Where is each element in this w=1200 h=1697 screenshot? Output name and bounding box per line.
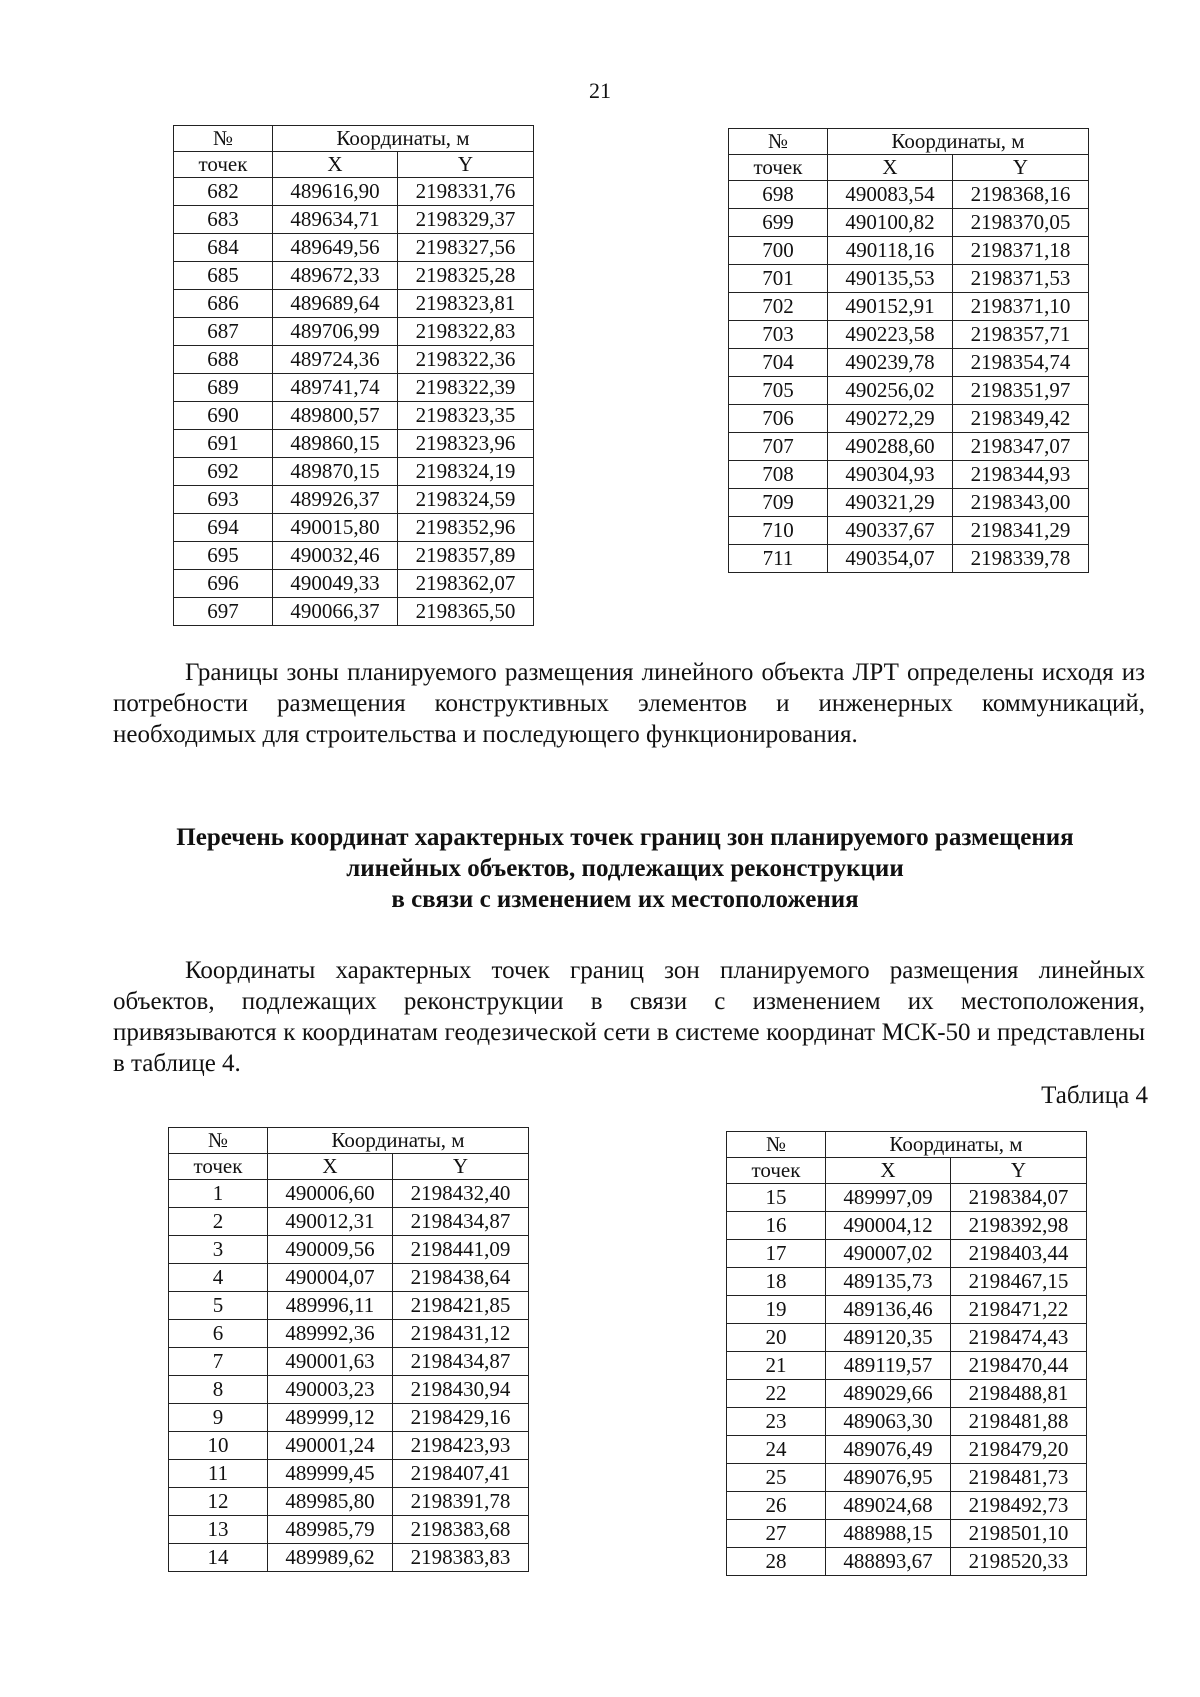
table-row — [169, 1292, 529, 1320]
point-number-cell: 13 — [169, 1516, 268, 1544]
point-number-cell: 704 — [729, 349, 828, 377]
point-number-cell: 691 — [174, 430, 273, 458]
x-coordinate-cell: 489649,56 — [273, 234, 398, 262]
header-y-label: Y — [953, 155, 1089, 181]
point-number-cell: 686 — [174, 290, 273, 318]
y-coordinate-cell: 2198371,53 — [953, 265, 1089, 293]
coordinates-table-bottom-left — [168, 1127, 529, 1572]
table-row — [169, 1180, 529, 1208]
table-row — [727, 1436, 1087, 1464]
table-row — [727, 1464, 1087, 1492]
y-coordinate-cell: 2198441,09 — [393, 1236, 529, 1264]
point-number-cell: 4 — [169, 1264, 268, 1292]
y-coordinate-cell: 2198347,07 — [953, 433, 1089, 461]
point-number-cell: 685 — [174, 262, 273, 290]
table-row — [729, 461, 1089, 489]
point-number-cell: 700 — [729, 237, 828, 265]
table-row — [727, 1380, 1087, 1408]
x-coordinate-cell: 490354,07 — [828, 545, 953, 573]
y-coordinate-cell: 2198471,22 — [951, 1296, 1087, 1324]
point-number-cell: 692 — [174, 458, 273, 486]
y-coordinate-cell: 2198343,00 — [953, 489, 1089, 517]
point-number-cell: 15 — [727, 1184, 826, 1212]
x-coordinate-cell: 490006,60 — [268, 1180, 393, 1208]
y-coordinate-cell: 2198339,78 — [953, 545, 1089, 573]
header-coords-label: Координаты, м — [273, 126, 534, 152]
point-number-cell: 22 — [727, 1380, 826, 1408]
y-coordinate-cell: 2198392,98 — [951, 1212, 1087, 1240]
header-points-label: точек — [174, 152, 273, 178]
x-coordinate-cell: 489120,35 — [826, 1324, 951, 1352]
table-row — [727, 1268, 1087, 1296]
x-coordinate-cell: 490007,02 — [826, 1240, 951, 1268]
point-number-cell: 25 — [727, 1464, 826, 1492]
x-coordinate-cell: 489985,79 — [268, 1516, 393, 1544]
point-number-cell: 9 — [169, 1404, 268, 1432]
table-row — [169, 1348, 529, 1376]
y-coordinate-cell: 2198470,44 — [951, 1352, 1087, 1380]
x-coordinate-cell: 489672,33 — [273, 262, 398, 290]
y-coordinate-cell: 2198479,20 — [951, 1436, 1087, 1464]
point-number-cell: 28 — [727, 1548, 826, 1576]
y-coordinate-cell: 2198329,37 — [398, 206, 534, 234]
y-coordinate-cell: 2198371,10 — [953, 293, 1089, 321]
x-coordinate-cell: 490012,31 — [268, 1208, 393, 1236]
point-number-cell: 698 — [729, 181, 828, 209]
x-coordinate-cell: 490337,67 — [828, 517, 953, 545]
point-number-cell: 708 — [729, 461, 828, 489]
point-number-cell: 689 — [174, 374, 273, 402]
x-coordinate-cell: 490066,37 — [273, 598, 398, 626]
x-coordinate-cell: 489870,15 — [273, 458, 398, 486]
x-coordinate-cell: 490009,56 — [268, 1236, 393, 1264]
x-coordinate-cell: 490015,80 — [273, 514, 398, 542]
point-number-cell: 683 — [174, 206, 273, 234]
table-row — [169, 1236, 529, 1264]
x-coordinate-cell: 489985,80 — [268, 1488, 393, 1516]
y-coordinate-cell: 2198474,43 — [951, 1324, 1087, 1352]
point-number-cell: 707 — [729, 433, 828, 461]
x-coordinate-cell: 490239,78 — [828, 349, 953, 377]
x-coordinate-cell: 490321,29 — [828, 489, 953, 517]
point-number-cell: 694 — [174, 514, 273, 542]
x-coordinate-cell: 489706,99 — [273, 318, 398, 346]
y-coordinate-cell: 2198391,78 — [393, 1488, 529, 1516]
table-row — [729, 293, 1089, 321]
point-number-cell: 699 — [729, 209, 828, 237]
y-coordinate-cell: 2198520,33 — [951, 1548, 1087, 1576]
table-row — [729, 545, 1089, 573]
table-row — [727, 1352, 1087, 1380]
point-number-cell: 27 — [727, 1520, 826, 1548]
point-number-cell: 687 — [174, 318, 273, 346]
table-label: Таблица 4 — [1041, 1082, 1148, 1109]
table-row — [169, 1432, 529, 1460]
table-row — [729, 377, 1089, 405]
point-number-cell: 695 — [174, 542, 273, 570]
point-number-cell: 10 — [169, 1432, 268, 1460]
y-coordinate-cell: 2198368,16 — [953, 181, 1089, 209]
point-number-cell: 5 — [169, 1292, 268, 1320]
table-row — [727, 1324, 1087, 1352]
x-coordinate-cell: 489136,46 — [826, 1296, 951, 1324]
table-row — [729, 517, 1089, 545]
y-coordinate-cell: 2198430,94 — [393, 1376, 529, 1404]
y-coordinate-cell: 2198349,42 — [953, 405, 1089, 433]
table-row — [174, 514, 534, 542]
table-row — [729, 349, 1089, 377]
table-row — [174, 178, 534, 206]
y-coordinate-cell: 2198325,28 — [398, 262, 534, 290]
y-coordinate-cell: 2198357,89 — [398, 542, 534, 570]
table-row — [729, 489, 1089, 517]
header-x-label: X — [268, 1154, 393, 1180]
y-coordinate-cell: 2198351,97 — [953, 377, 1089, 405]
header-x-label: X — [828, 155, 953, 181]
point-number-cell: 690 — [174, 402, 273, 430]
y-coordinate-cell: 2198370,05 — [953, 209, 1089, 237]
section-heading-line: линейных объектов, подлежащих реконструкции — [346, 855, 904, 882]
x-coordinate-cell: 490256,02 — [828, 377, 953, 405]
table-row — [169, 1208, 529, 1236]
table-row — [169, 1264, 529, 1292]
point-number-cell: 3 — [169, 1236, 268, 1264]
y-coordinate-cell: 2198467,15 — [951, 1268, 1087, 1296]
point-number-cell: 17 — [727, 1240, 826, 1268]
y-coordinate-cell: 2198327,56 — [398, 234, 534, 262]
x-coordinate-cell: 490049,33 — [273, 570, 398, 598]
table-row — [169, 1404, 529, 1432]
table-row — [174, 458, 534, 486]
x-coordinate-cell: 489992,36 — [268, 1320, 393, 1348]
y-coordinate-cell: 2198434,87 — [393, 1208, 529, 1236]
y-coordinate-cell: 2198421,85 — [393, 1292, 529, 1320]
header-points-label: точек — [729, 155, 828, 181]
x-coordinate-cell: 490001,24 — [268, 1432, 393, 1460]
x-coordinate-cell: 489634,71 — [273, 206, 398, 234]
x-coordinate-cell: 489063,30 — [826, 1408, 951, 1436]
point-number-cell: 697 — [174, 598, 273, 626]
y-coordinate-cell: 2198434,87 — [393, 1348, 529, 1376]
y-coordinate-cell: 2198429,16 — [393, 1404, 529, 1432]
point-number-cell: 696 — [174, 570, 273, 598]
page-number: 21 — [589, 78, 611, 103]
point-number-cell: 703 — [729, 321, 828, 349]
header-coords-label: Координаты, м — [268, 1128, 529, 1154]
x-coordinate-cell: 490100,82 — [828, 209, 953, 237]
table-row — [174, 234, 534, 262]
point-number-cell: 21 — [727, 1352, 826, 1380]
point-number-cell: 706 — [729, 405, 828, 433]
x-coordinate-cell: 489076,49 — [826, 1436, 951, 1464]
table-row — [727, 1184, 1087, 1212]
y-coordinate-cell: 2198403,44 — [951, 1240, 1087, 1268]
point-number-cell: 6 — [169, 1320, 268, 1348]
x-coordinate-cell: 488893,67 — [826, 1548, 951, 1576]
x-coordinate-cell: 489997,09 — [826, 1184, 951, 1212]
y-coordinate-cell: 2198322,36 — [398, 346, 534, 374]
table-row — [174, 206, 534, 234]
point-number-cell: 705 — [729, 377, 828, 405]
y-coordinate-cell: 2198384,07 — [951, 1184, 1087, 1212]
y-coordinate-cell: 2198352,96 — [398, 514, 534, 542]
x-coordinate-cell: 490004,12 — [826, 1212, 951, 1240]
table-row — [174, 290, 534, 318]
table-row — [174, 318, 534, 346]
table-row — [174, 486, 534, 514]
table-row — [727, 1296, 1087, 1324]
table-row — [727, 1492, 1087, 1520]
table-row — [727, 1520, 1087, 1548]
y-coordinate-cell: 2198341,29 — [953, 517, 1089, 545]
point-number-cell: 11 — [169, 1460, 268, 1488]
y-coordinate-cell: 2198371,18 — [953, 237, 1089, 265]
table-row — [727, 1240, 1087, 1268]
header-points-label: точек — [169, 1154, 268, 1180]
y-coordinate-cell: 2198323,96 — [398, 430, 534, 458]
point-number-cell: 709 — [729, 489, 828, 517]
point-number-cell: 18 — [727, 1268, 826, 1296]
x-coordinate-cell: 489119,57 — [826, 1352, 951, 1380]
point-number-cell: 8 — [169, 1376, 268, 1404]
table-row — [174, 542, 534, 570]
y-coordinate-cell: 2198431,12 — [393, 1320, 529, 1348]
table-row — [727, 1548, 1087, 1576]
point-number-cell: 23 — [727, 1408, 826, 1436]
x-coordinate-cell: 490288,60 — [828, 433, 953, 461]
x-coordinate-cell: 489024,68 — [826, 1492, 951, 1520]
x-coordinate-cell: 490152,91 — [828, 293, 953, 321]
x-coordinate-cell: 489926,37 — [273, 486, 398, 514]
table-row — [169, 1320, 529, 1348]
table-row — [729, 405, 1089, 433]
point-number-cell: 702 — [729, 293, 828, 321]
point-number-cell: 682 — [174, 178, 273, 206]
x-coordinate-cell: 489689,64 — [273, 290, 398, 318]
y-coordinate-cell: 2198354,74 — [953, 349, 1089, 377]
point-number-cell: 688 — [174, 346, 273, 374]
x-coordinate-cell: 490003,23 — [268, 1376, 393, 1404]
x-coordinate-cell: 490304,93 — [828, 461, 953, 489]
header-y-label: Y — [951, 1158, 1087, 1184]
coordinates-table-top-right — [728, 128, 1089, 573]
y-coordinate-cell: 2198383,83 — [393, 1544, 529, 1572]
header-num-label: № — [729, 129, 828, 155]
y-coordinate-cell: 2198322,39 — [398, 374, 534, 402]
table-row — [169, 1460, 529, 1488]
x-coordinate-cell: 490272,29 — [828, 405, 953, 433]
table-row — [729, 433, 1089, 461]
coordinates-table-bottom-right — [726, 1131, 1087, 1576]
header-y-label: Y — [393, 1154, 529, 1180]
y-coordinate-cell: 2198323,35 — [398, 402, 534, 430]
point-number-cell: 711 — [729, 545, 828, 573]
y-coordinate-cell: 2198357,71 — [953, 321, 1089, 349]
x-coordinate-cell: 490118,16 — [828, 237, 953, 265]
header-coords-label: Координаты, м — [826, 1132, 1087, 1158]
coordinates-table-top-left — [173, 125, 534, 626]
y-coordinate-cell: 2198432,40 — [393, 1180, 529, 1208]
y-coordinate-cell: 2198344,93 — [953, 461, 1089, 489]
point-number-cell: 12 — [169, 1488, 268, 1516]
y-coordinate-cell: 2198481,73 — [951, 1464, 1087, 1492]
point-number-cell: 7 — [169, 1348, 268, 1376]
point-number-cell: 1 — [169, 1180, 268, 1208]
x-coordinate-cell: 489724,36 — [273, 346, 398, 374]
x-coordinate-cell: 490135,53 — [828, 265, 953, 293]
table-row — [174, 430, 534, 458]
point-number-cell: 701 — [729, 265, 828, 293]
table-row — [174, 598, 534, 626]
point-number-cell: 684 — [174, 234, 273, 262]
header-y-label: Y — [398, 152, 534, 178]
x-coordinate-cell: 489135,73 — [826, 1268, 951, 1296]
header-coords-label: Координаты, м — [828, 129, 1089, 155]
x-coordinate-cell: 489616,90 — [273, 178, 398, 206]
x-coordinate-cell: 489800,57 — [273, 402, 398, 430]
x-coordinate-cell: 489996,11 — [268, 1292, 393, 1320]
x-coordinate-cell: 489999,45 — [268, 1460, 393, 1488]
table-row — [729, 181, 1089, 209]
x-coordinate-cell: 489999,12 — [268, 1404, 393, 1432]
x-coordinate-cell: 490004,07 — [268, 1264, 393, 1292]
x-coordinate-cell: 489029,66 — [826, 1380, 951, 1408]
table-row — [169, 1376, 529, 1404]
table-row — [729, 265, 1089, 293]
x-coordinate-cell: 490001,63 — [268, 1348, 393, 1376]
table-row — [169, 1544, 529, 1572]
table-row — [174, 374, 534, 402]
point-number-cell: 19 — [727, 1296, 826, 1324]
y-coordinate-cell: 2198383,68 — [393, 1516, 529, 1544]
section-heading-line: в связи с изменением их местоположения — [391, 886, 859, 913]
coordinates-description-paragraph: Координаты характерных точек границ зон планируемого размещения линейных объектов, подлежащих реконструкции в связи с изменением их местоположения, привязываются к координатам геодезической сети в системе координат МСК-50 и представлены в таблице 4. — [113, 957, 1145, 1077]
y-coordinate-cell: 2198423,93 — [393, 1432, 529, 1460]
table-row — [729, 321, 1089, 349]
y-coordinate-cell: 2198324,19 — [398, 458, 534, 486]
point-number-cell: 2 — [169, 1208, 268, 1236]
zone-boundaries-paragraph: Границы зоны планируемого размещения линейного объекта ЛРТ определены исходя из потребности размещения конструктивных элементов и инженерных коммуникаций, необходимых для строительства и последующего функционирования. — [113, 659, 1145, 748]
header-x-label: X — [273, 152, 398, 178]
y-coordinate-cell: 2198362,07 — [398, 570, 534, 598]
table-row — [727, 1212, 1087, 1240]
y-coordinate-cell: 2198488,81 — [951, 1380, 1087, 1408]
point-number-cell: 26 — [727, 1492, 826, 1520]
y-coordinate-cell: 2198365,50 — [398, 598, 534, 626]
x-coordinate-cell: 490032,46 — [273, 542, 398, 570]
section-heading — [100, 822, 1150, 915]
point-number-cell: 710 — [729, 517, 828, 545]
x-coordinate-cell: 489076,95 — [826, 1464, 951, 1492]
table-row — [169, 1488, 529, 1516]
table-row — [169, 1516, 529, 1544]
table-row — [729, 209, 1089, 237]
x-coordinate-cell: 489741,74 — [273, 374, 398, 402]
x-coordinate-cell: 489989,62 — [268, 1544, 393, 1572]
y-coordinate-cell: 2198481,88 — [951, 1408, 1087, 1436]
table-row — [174, 570, 534, 598]
x-coordinate-cell: 488988,15 — [826, 1520, 951, 1548]
point-number-cell: 16 — [727, 1212, 826, 1240]
header-num-label: № — [727, 1132, 826, 1158]
y-coordinate-cell: 2198492,73 — [951, 1492, 1087, 1520]
table-row — [174, 402, 534, 430]
header-num-label: № — [174, 126, 273, 152]
point-number-cell: 693 — [174, 486, 273, 514]
point-number-cell: 20 — [727, 1324, 826, 1352]
x-coordinate-cell: 490083,54 — [828, 181, 953, 209]
y-coordinate-cell: 2198438,64 — [393, 1264, 529, 1292]
y-coordinate-cell: 2198322,83 — [398, 318, 534, 346]
x-coordinate-cell: 489860,15 — [273, 430, 398, 458]
table-row — [727, 1408, 1087, 1436]
header-points-label: точек — [727, 1158, 826, 1184]
x-coordinate-cell: 490223,58 — [828, 321, 953, 349]
y-coordinate-cell: 2198323,81 — [398, 290, 534, 318]
y-coordinate-cell: 2198407,41 — [393, 1460, 529, 1488]
y-coordinate-cell: 2198324,59 — [398, 486, 534, 514]
header-x-label: X — [826, 1158, 951, 1184]
y-coordinate-cell: 2198501,10 — [951, 1520, 1087, 1548]
table-row — [729, 237, 1089, 265]
table-row — [174, 262, 534, 290]
point-number-cell: 24 — [727, 1436, 826, 1464]
header-num-label: № — [169, 1128, 268, 1154]
table-row — [174, 346, 534, 374]
point-number-cell: 14 — [169, 1544, 268, 1572]
y-coordinate-cell: 2198331,76 — [398, 178, 534, 206]
section-heading-line: Перечень координат характерных точек границ зон планируемого размещения — [176, 824, 1074, 851]
